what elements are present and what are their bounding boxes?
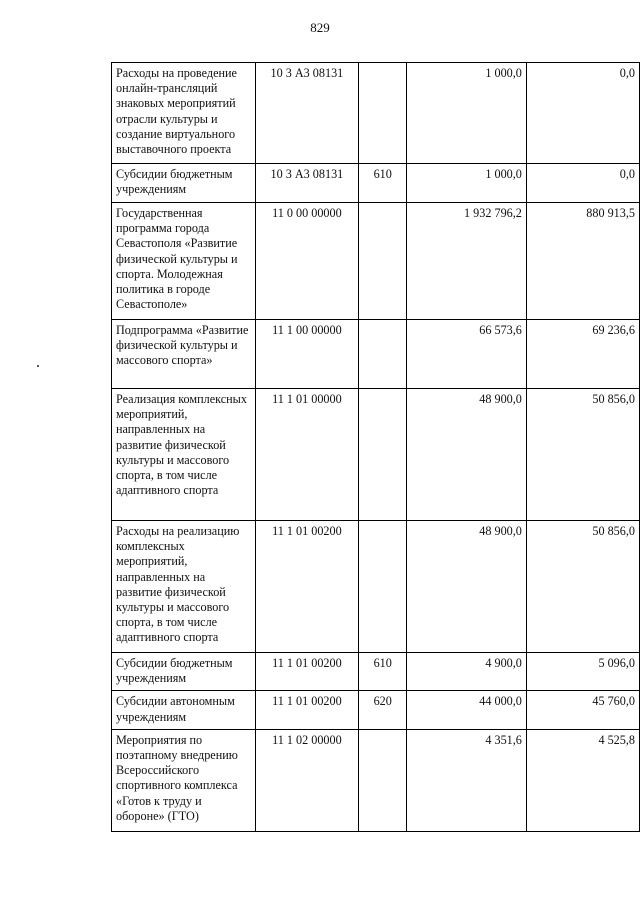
amount-year-1: 66 573,6 bbox=[407, 320, 527, 389]
target-code: 11 1 02 00000 bbox=[255, 729, 359, 831]
target-code: 11 1 00 00000 bbox=[255, 320, 359, 389]
table-row bbox=[112, 389, 640, 521]
amount-year-1: 48 900,0 bbox=[407, 521, 527, 653]
expense-type bbox=[359, 729, 407, 831]
expense-type bbox=[359, 203, 407, 320]
table-row bbox=[112, 320, 640, 389]
table-row bbox=[112, 63, 640, 164]
row-name: Расходы на проведение онлайн-трансляций знаковых мероприятий отрасли культуры и создание виртуального выставочного проекта bbox=[112, 63, 256, 164]
amount-year-2: 5 096,0 bbox=[526, 653, 639, 691]
table-row bbox=[112, 203, 640, 320]
amount-year-1: 4 900,0 bbox=[407, 653, 527, 691]
table-row bbox=[112, 691, 640, 729]
expense-type bbox=[359, 521, 407, 653]
page-number: 829 bbox=[310, 20, 330, 35]
row-name: Реализация комплексных мероприятий, направленных на развитие физической культуры и массового спорта, в том числе адаптивного спорта bbox=[112, 389, 256, 521]
target-code: 11 1 01 00200 bbox=[255, 691, 359, 729]
row-name: Субсидии бюджетным учреждениям bbox=[112, 653, 256, 691]
target-code: 11 0 00 00000 bbox=[255, 203, 359, 320]
expense-type bbox=[359, 320, 407, 389]
target-code: 11 1 01 00000 bbox=[255, 389, 359, 521]
row-name: Подпрограмма «Развитие физической культуры и массового спорта» bbox=[112, 320, 256, 389]
row-name: Расходы на реализацию комплексных мероприятий, направленных на развитие физической культуры и массового спорта, в том числе адаптивного спорта bbox=[112, 521, 256, 653]
target-code: 10 3 А3 08131 bbox=[255, 63, 359, 164]
scan-speck bbox=[37, 365, 39, 367]
table-row bbox=[112, 164, 640, 203]
amount-year-2: 69 236,6 bbox=[526, 320, 639, 389]
expense-type: 620 bbox=[359, 691, 407, 729]
expense-type bbox=[359, 389, 407, 521]
amount-year-2: 0,0 bbox=[526, 63, 639, 164]
amount-year-2: 880 913,5 bbox=[526, 203, 639, 320]
amount-year-1: 4 351,6 bbox=[407, 729, 527, 831]
expense-type: 610 bbox=[359, 164, 407, 203]
amount-year-1: 44 000,0 bbox=[407, 691, 527, 729]
row-name: Государственная программа города Севастополя «Развитие физической культуры и спорта. Молодежная политика в городе Севастополе» bbox=[112, 203, 256, 320]
amount-year-2: 4 525,8 bbox=[526, 729, 639, 831]
amount-year-1: 48 900,0 bbox=[407, 389, 527, 521]
target-code: 11 1 01 00200 bbox=[255, 653, 359, 691]
expense-type bbox=[359, 63, 407, 164]
table-row bbox=[112, 729, 640, 831]
table-row bbox=[112, 521, 640, 653]
amount-year-2: 45 760,0 bbox=[526, 691, 639, 729]
row-name: Мероприятия по поэтапному внедрению Всероссийского спортивного комплекса «Готов к труду и обороне» (ГТО) bbox=[112, 729, 256, 831]
row-name: Субсидии бюджетным учреждениям bbox=[112, 164, 256, 203]
amount-year-2: 0,0 bbox=[526, 164, 639, 203]
budget-table bbox=[111, 62, 640, 832]
amount-year-2: 50 856,0 bbox=[526, 389, 639, 521]
amount-year-2: 50 856,0 bbox=[526, 521, 639, 653]
target-code: 11 1 01 00200 bbox=[255, 521, 359, 653]
target-code: 10 3 А3 08131 bbox=[255, 164, 359, 203]
amount-year-1: 1 000,0 bbox=[407, 164, 527, 203]
amount-year-1: 1 932 796,2 bbox=[407, 203, 527, 320]
expense-type: 610 bbox=[359, 653, 407, 691]
table-row bbox=[112, 653, 640, 691]
amount-year-1: 1 000,0 bbox=[407, 63, 527, 164]
row-name: Субсидии автономным учреждениям bbox=[112, 691, 256, 729]
